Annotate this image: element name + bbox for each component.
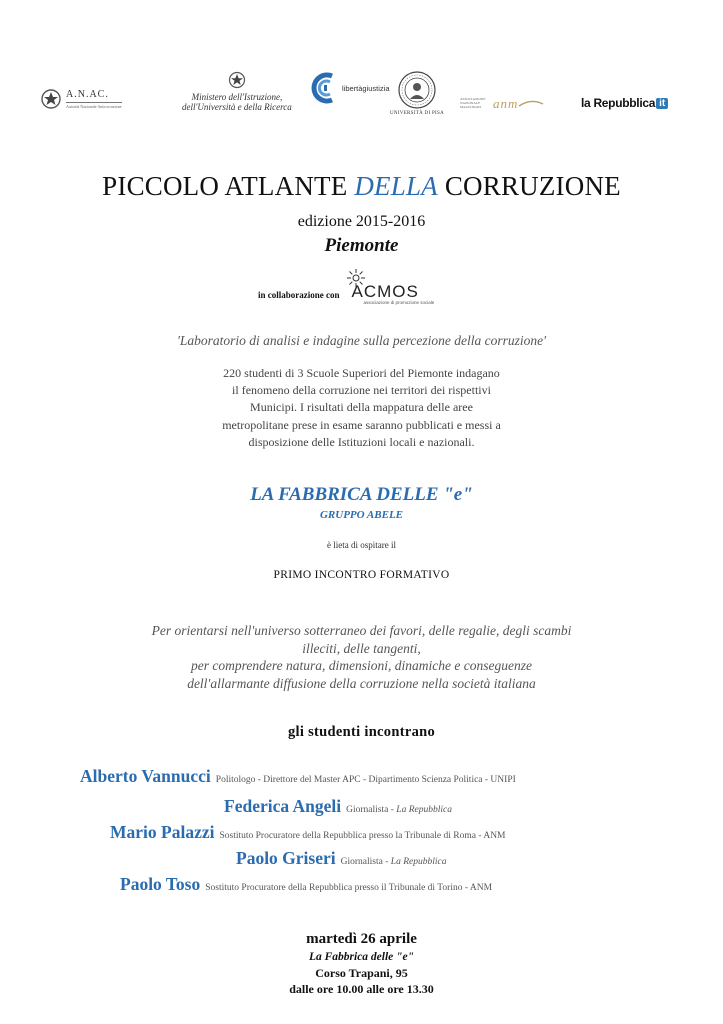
speaker-row — [224, 796, 452, 817]
orientation-line: illeciti, delle tangenti, — [302, 640, 421, 656]
acmos-subtitle: associazione di promozione sociale — [363, 300, 435, 305]
acmos-name: ACMOS — [351, 282, 419, 301]
speaker-row — [110, 822, 506, 843]
italian-emblem-icon — [228, 70, 246, 90]
title-part-1: PICCOLO ATLANTE — [102, 171, 355, 201]
event-place: La Fabbrica delle "e" — [308, 951, 415, 963]
repubblica-name: la Repubblica — [581, 96, 656, 110]
anac-logo — [40, 88, 122, 110]
lab-title: 'Laboratorio di analisi e indagine sulla percezione della corruzione' — [176, 333, 546, 348]
region: Piemonte — [324, 235, 399, 256]
speaker-name: Mario Palazzi — [110, 822, 215, 842]
speaker-role: Giornalista - La Repubblica — [346, 805, 452, 815]
event-details — [0, 930, 723, 997]
speaker-name: Paolo Griseri — [236, 848, 336, 868]
description-line: 220 studenti di 3 Scuole Superiori del Piemonte indagano — [223, 366, 500, 380]
orientation-text — [60, 622, 663, 692]
unipi-seal-icon — [397, 70, 437, 110]
unipi-name: UNIVERSITÀ DI PISA — [390, 111, 445, 116]
anm-logo — [460, 96, 544, 112]
description-line: disposizione delle Istituzioni locali e nazionali. — [248, 434, 475, 449]
event-time: dalle ore 10.00 alle ore 13.30 — [289, 982, 434, 996]
description-line: Municipi. I risultati della mappatura delle aree — [250, 400, 473, 415]
speaker-role: Giornalista - La Repubblica — [340, 857, 447, 867]
event-date: martedì 26 aprile — [306, 931, 417, 947]
description-line: il fenomeno della corruzione nei territori dei rispettivi — [232, 383, 491, 398]
anm-small-text: ASSOCIAZIONE NAZIONALE MAGISTRATI — [460, 97, 486, 109]
orientation-line: Per orientarsi nell'universo sotterraneo dei favori, delle regalie, degli scambi — [151, 623, 572, 638]
speaker-role: Sostituto Procuratore della Repubblica presso il Tribunale di Torino - ANM — [205, 883, 493, 893]
libertagiustizia-emblem-icon — [310, 72, 340, 104]
italian-emblem-icon — [40, 88, 62, 110]
acmos-logo — [346, 268, 436, 306]
logo-strip — [40, 70, 690, 130]
speaker-role: Politologo - Direttore del Master APC - Dipartimento Scienza Politica - UNIPI — [215, 775, 516, 785]
miur-line-2: dell'Università e della Ricerca — [182, 102, 292, 113]
event-address: Corso Trapani, 95 — [315, 966, 408, 980]
speaker-name: Alberto Vannucci — [80, 766, 211, 786]
anm-swoosh-icon — [518, 99, 544, 109]
speaker-row — [80, 766, 516, 787]
miur-line-1: Ministero dell'Istruzione, — [191, 92, 283, 102]
edition: edizione 2015-2016 — [297, 213, 426, 230]
collab-label: in collaborazione con — [258, 290, 340, 300]
host-name: LA FABBRICA DELLE "e" — [250, 484, 473, 505]
event-title: PRIMO INCONTRO FORMATIVO — [273, 569, 450, 581]
libertagiustizia-logo — [310, 72, 390, 104]
poster-title — [0, 171, 723, 202]
title-highlight: DELLA — [354, 171, 438, 201]
speaker-row — [236, 848, 446, 869]
description — [150, 365, 573, 451]
collaboration — [258, 268, 436, 306]
speaker-role: Sostituto Procuratore della Repubblica presso la Tribunale di Roma - ANM — [219, 831, 506, 841]
orientation-line: per comprendere natura, dimensioni, dinamiche e conseguenze — [191, 658, 532, 673]
speaker-name: Paolo Toso — [120, 874, 201, 894]
anac-name: A.N.AC. — [66, 90, 122, 103]
anm-name: anm — [493, 96, 519, 111]
unipi-logo — [390, 70, 444, 116]
repubblica-it-badge: it — [656, 98, 668, 109]
anac-subtitle: Autorità Nazionale Anticorruzione — [66, 103, 122, 109]
host-group: GRUPPO ABELE — [319, 509, 403, 521]
description-line: metropolitane prese in esame saranno pubblicati e messi a — [222, 417, 501, 432]
miur-logo — [182, 70, 292, 113]
speaker-row — [120, 874, 492, 895]
orientation-line: dell'allarmante diffusione della corruzione nella società italiana — [187, 675, 536, 691]
title-part-2: CORRUZIONE — [437, 171, 621, 201]
host-phrase: è lieta di ospitare il — [327, 540, 396, 550]
libertagiustizia-name: libertàgiustizia — [342, 83, 390, 93]
speaker-name: Federica Angeli — [224, 796, 342, 816]
repubblica-logo — [581, 96, 668, 110]
meet-label: gli studenti incontrano — [287, 724, 436, 740]
